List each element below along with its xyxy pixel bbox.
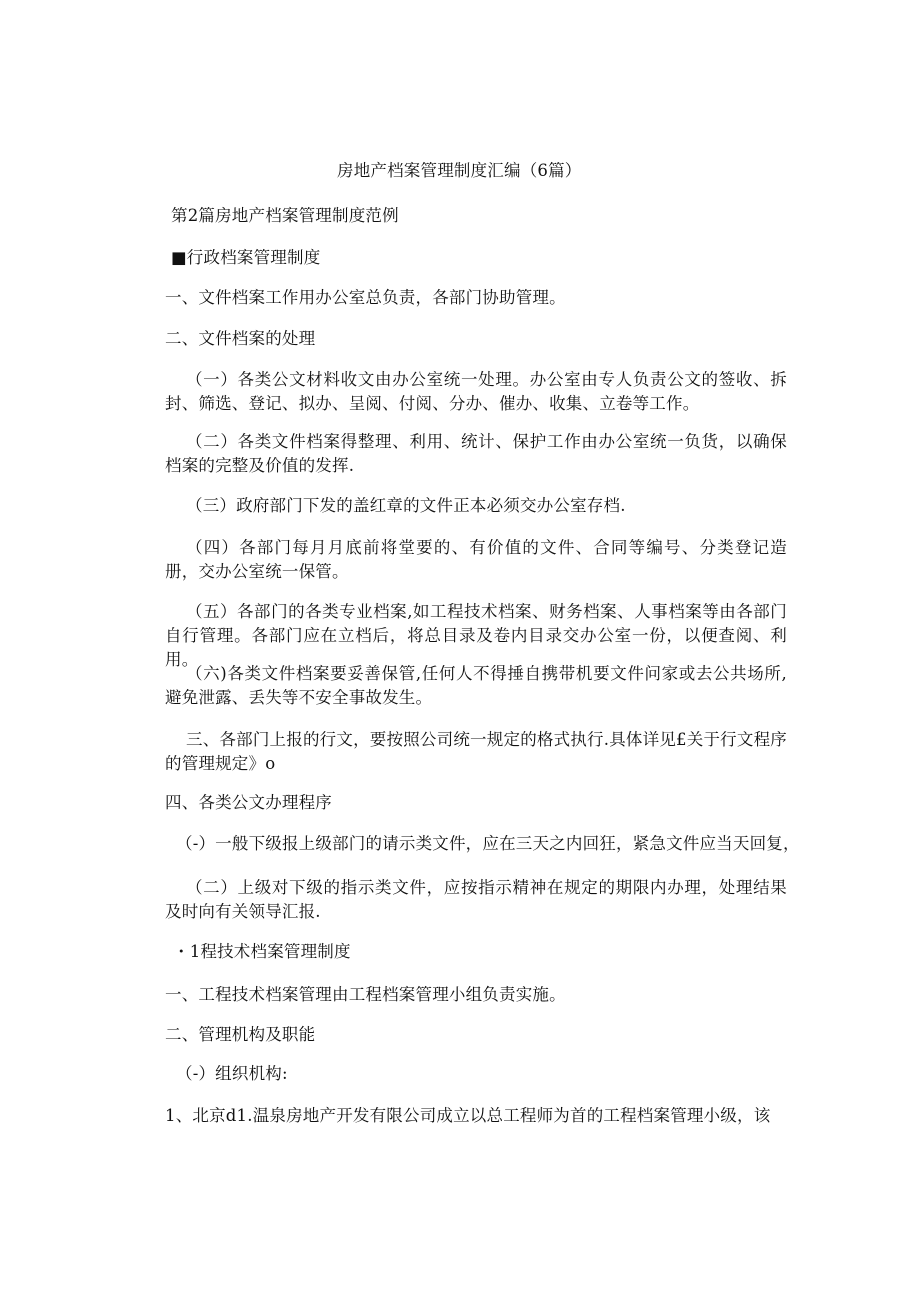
paragraph: 1、北京d1.温泉房地产开发有限公司成立以总工程师为首的工程档案管理小级，该	[165, 1106, 771, 1125]
paragraph: （-）组织机构:	[176, 1064, 288, 1083]
paragraph: （一）各类公文材料收文由办公室统一处理。办公室由专人负责公文的签收、拆封、筛选、登记、拟办、呈阅、付阅、分办、催办、收集、立卷等工作。	[165, 370, 787, 413]
paragraph: 四、各类公文办理程序	[165, 793, 332, 812]
paragraph: （四）各部门每月月底前将堂要的、有价值的文件、合同等编号、分类登记造册，交办公室统一保管。	[165, 538, 787, 581]
document-subtitle: 第2篇房地产档案管理制度范例	[171, 206, 399, 225]
paragraph: （五）各部门的各类专业档案,如工程技术档案、财务档案、人事档案等由各部门自行管理。各部门应在立档后，将总目录及卷内目录交办公室一份，以便查阅、利用。	[165, 602, 787, 669]
paragraph: （三）政府部门下发的盖红章的文件正本必须交办公室存档.	[186, 496, 626, 515]
paragraph: 三、各部门上报的行文，要按照公司统一规定的格式执行.具体详见£关于行文程序的管理规定》o	[165, 730, 787, 773]
paragraph: 二、管理机构及职能	[165, 1025, 316, 1044]
paragraph: （六)各类文件档案要妥善保管,任何人不得捶自携带机要文件问家或去公共场所,避免泄露、丢失等不安全事故发生。	[165, 664, 787, 707]
paragraph: （二）各类文件档案得整理、利用、统计、保护工作由办公室统一负货，以确保档案的完整及价值的发挥.	[165, 432, 787, 475]
paragraph: 一、工程技术档案管理由工程档案管理小组负责实施。	[165, 985, 566, 1004]
document-title: 房地产档案管理制度汇编（6篇）	[337, 161, 582, 180]
paragraph: 一、文件档案工作用办公室总负责，各部门协助管理。	[165, 288, 566, 307]
paragraph: （-）一般下级报上级部门的请示类文件，应在三天之内回狂，紧急文件应当天回复，	[176, 834, 800, 853]
paragraph: 二、文件档案的处理	[165, 329, 316, 348]
paragraph: （二）上级对下级的指示类文件，应按指示精神在规定的期限内办理，处理结果及时向有关领导汇报.	[165, 878, 787, 921]
section-heading-engineering: ・1程技术档案管理制度	[173, 942, 351, 961]
section-heading-admin: ■行政档案管理制度	[171, 248, 321, 267]
